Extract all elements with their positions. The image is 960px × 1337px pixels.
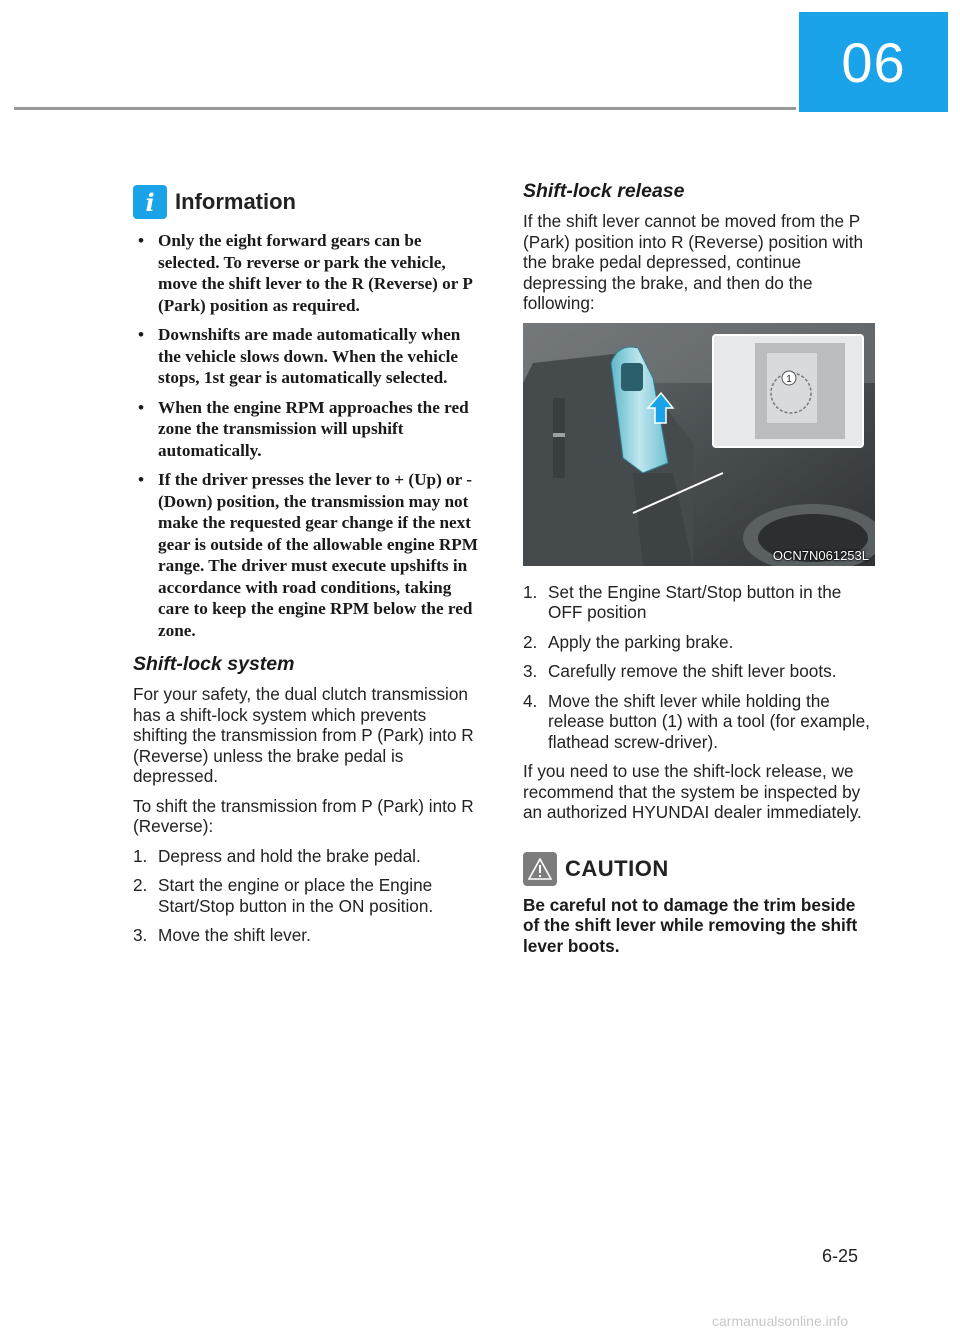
step-text: Move the shift lever while holding the release button (1) with a tool (for example, flathead screw-driver). [548,690,870,752]
step-number: 3. [133,925,148,945]
step-item [133,925,485,946]
figure-code: OCN7N061253L [772,547,869,563]
info-item: • If the driver presses the lever to + (Up) or - (Down) position, the transmission may not make the requested gear change if the next gear is outside of the allowable engine RPM range. The driver must execute upshifts in accordance with road conditions, taking care to keep the engine RPM below the red zone. [133,469,485,641]
step-item [523,582,875,623]
shift-lock-release-note: If you need to use the shift-lock release, we recommend that the system be inspected by an authorized HYUNDAI dealer immediately. [523,761,862,822]
shift-lock-system-heading: Shift-lock system [133,653,295,675]
information-title: Information [175,189,296,214]
caution-title: CAUTION [565,855,669,881]
shift-lock-system-steps [133,846,485,946]
step-item [523,691,875,753]
step-text: Move the shift lever. [158,925,311,945]
shift-lock-system-paragraph: For your safety, the dual clutch transmission has a shift-lock system which prevents shifting the transmission from P (Park) into R (Reverse) unless the brake pedal is depressed. [133,684,474,786]
step-item [523,661,875,682]
shift-lock-release-paragraph: If the shift lever cannot be moved from the P (Park) position into R (Reverse) position with the brake pedal depressed, continue depressing the brake, and then do the following: [523,211,864,313]
step-text: Carefully remove the shift lever boots. [548,661,837,681]
chapter-tab: 06 [799,12,948,112]
caution-header [523,849,875,889]
step-text: Depress and hold the brake pedal. [158,845,421,866]
info-item: • Downshifts are made automatically when the vehicle slows down. When the vehicle stops, 1st gear is automatically selected. [133,324,485,389]
page-number: 6-25 [822,1246,859,1266]
step-text: Start the engine or place the Engine Start/Stop button in the ON position. [158,875,434,916]
step-item [133,875,485,916]
warning-triangle-icon [523,852,557,886]
info-item: • Only the eight forward gears can be selected. To reverse or park the vehicle, move the shift lever to the R (Reverse) or P (Park) position as required. [133,230,485,316]
step-number: 2. [133,875,148,895]
info-icon: i [133,185,167,219]
step-number: 1. [523,581,538,602]
step-number: 3. [523,661,538,681]
step-text: Set the Engine Start/Stop button in the OFF position [548,581,842,622]
shift-lock-release-heading: Shift-lock release [523,180,685,202]
information-list [133,230,485,641]
step-number: 1. [133,845,148,866]
step-number: 4. [523,690,538,711]
left-column [133,180,485,955]
shift-lever-figure [523,323,875,566]
information-header [133,180,485,224]
step-item [523,632,875,653]
right-column [523,180,875,956]
step-text: Apply the parking brake. [548,631,734,652]
info-item: • When the engine RPM approaches the red zone the transmission will upshift automatically. [133,397,485,462]
shift-lock-release-steps [523,582,875,753]
shift-lever-illustration [523,323,875,566]
figure-callout-number: 1 [786,373,792,385]
shift-lock-system-instruction: To shift the transmission from P (Park) into R (Reverse): [133,795,474,836]
step-item [133,846,485,867]
header-rule [14,107,796,110]
caution-text: Be careful not to damage the trim beside of the shift lever while removing the shift lever boots. [523,894,858,956]
step-number: 2. [523,631,538,652]
watermark: carmanualsonline.info [712,1313,849,1329]
